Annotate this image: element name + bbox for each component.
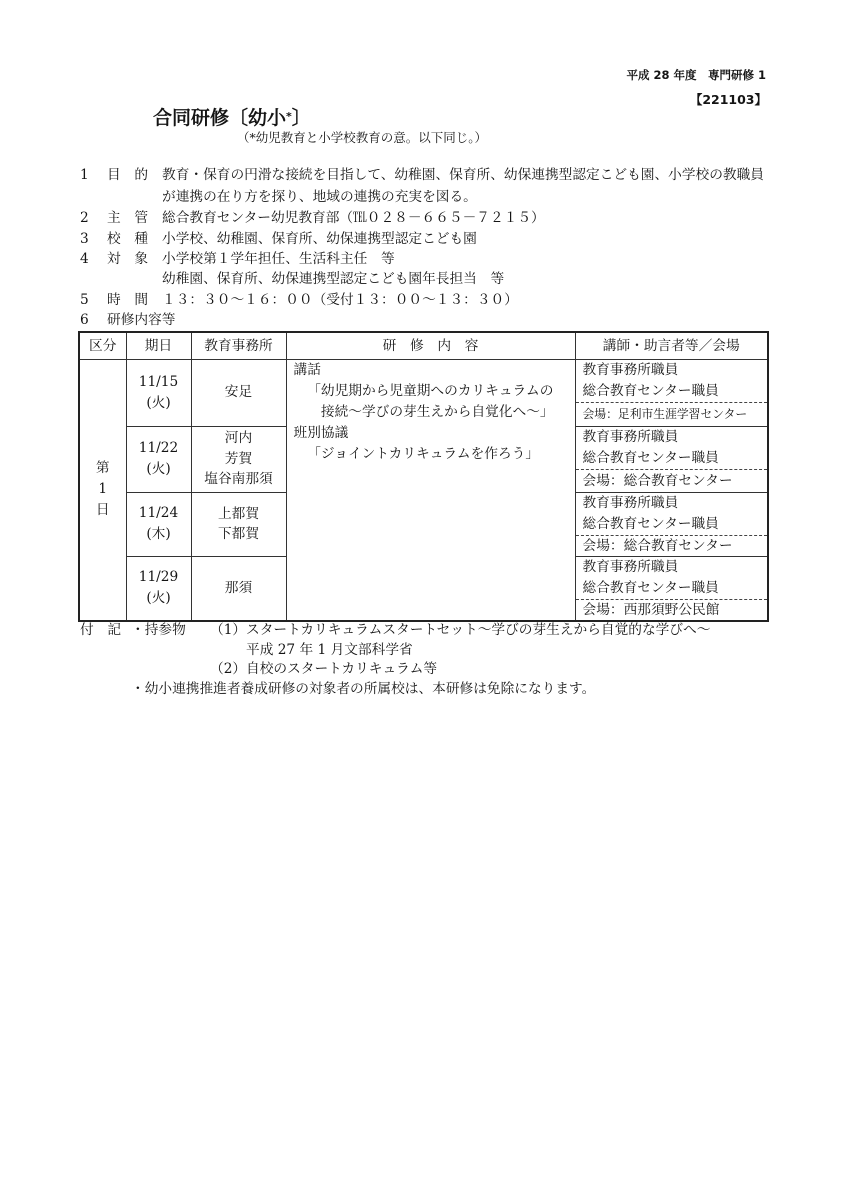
instructor: 総合教育センター職員 [582,579,719,596]
date-cell [126,492,191,556]
content-line: 講話 [293,361,321,378]
instructor: 総合教育センター職員 [582,449,719,466]
instructor-cell [575,556,768,621]
date-cell [126,426,191,492]
item-text-time: １３：３０～１６：００（受付１３：００～１３：３０） [162,292,518,308]
office-name: 河内 [224,430,253,447]
item-text-purpose: 教育・保育の円滑な接続を目指して、幼稚園、保育所、幼保連携型認定こども園、小学校の教職員 [162,167,764,183]
content-line: 班別協議 [293,424,349,441]
item-label-target: 対 象 [107,251,149,267]
page-title [153,107,311,129]
content-line: 接続～学びの芽生えから自覚化へ～」 [320,403,554,420]
weekday: (木) [146,526,171,542]
header-office: 教育事務所 [191,332,286,359]
weekday: (火) [146,461,171,477]
venue-label: 会場：総合教育センター [576,535,768,556]
title-note: （*幼児教育と小学校教育の意。以下同じ。） [237,130,488,145]
item-text-organizer: 総合教育センター幼児教育部（℡０２８－６６５－７２１５） [162,210,545,226]
bring-item-text: 平成 27 年 1 月文部科学省 [246,642,413,658]
header-instructors-venue: 講師・助言者等／会場 [575,332,768,359]
office-cell [191,426,286,492]
instructor-cell [575,492,768,556]
item-label-organizer: 主 管 [107,210,149,226]
item-number: 4 [80,251,89,267]
item-number: 2 [80,210,89,226]
content-cell [286,359,575,621]
item-number: 5 [80,292,89,308]
table-header-row [79,332,768,359]
bring-items-label: ・持参物 [131,622,186,638]
date: 11/15 [138,373,179,390]
bring-item-text: スタートカリキュラムスタートセット～学びの芽生えから自覚的な学びへ～ [246,622,711,638]
division-char: 1 [98,481,108,497]
date-cell [126,359,191,426]
schedule-row [79,359,768,426]
venue-label: 会場：総合教育センター [576,469,768,492]
content-line: 「幼児期から児童期へのカリキュラムの [307,382,554,399]
course-code: 【221103】 [689,92,767,107]
instructor: 総合教育センター職員 [582,515,719,532]
date: 11/22 [138,440,179,456]
instructor: 教育事務所職員 [582,494,679,511]
division-char: 日 [95,502,110,518]
office-cell [191,359,286,426]
office-name: 芳賀 [224,450,253,467]
item-label-contents: 研修内容等 [107,312,176,328]
item-number: 3 [80,231,89,247]
title-asterisk: * [286,110,292,123]
office-name: 上都賀 [217,505,260,522]
instructor: 教育事務所職員 [582,558,679,575]
office-cell [191,556,286,621]
instructor: 総合教育センター職員 [582,382,719,399]
title-close-bracket: 〕 [291,107,311,129]
date: 11/24 [138,505,179,521]
exemption-note: ・幼小連携推進者養成研修の対象者の所属校は、本研修は免除になります。 [131,681,596,697]
content-line: 「ジョイントカリキュラムを作ろう」 [307,445,540,462]
instructor-cell [575,426,768,492]
item-label-school-type: 校 種 [107,231,149,247]
division-cell [79,359,126,621]
division-char: 第 [95,460,110,476]
office-name: 那須 [224,579,253,596]
item-text-target: 小学校第１学年担任、生活科主任 等 [162,251,395,267]
office-cell [191,492,286,556]
bring-item-number: （2） [210,661,247,677]
item-number: 6 [80,312,89,328]
weekday: (火) [146,394,171,411]
office-name: 下都賀 [217,526,260,542]
office-name: 塩谷南那須 [204,471,273,488]
notes-label: 付 記 [80,622,122,638]
instructor-cell [575,359,768,426]
instructor: 教育事務所職員 [582,428,679,445]
header-date: 期日 [126,332,191,359]
header-content: 研 修 内 容 [286,332,575,359]
bring-item-number: （1） [210,622,247,638]
item-text-school-type: 小学校、幼稚園、保育所、幼保連携型認定こども園 [162,231,477,247]
schedule-table [78,331,769,622]
venue-label: 会場：足利市生涯学習センター [576,402,768,426]
header-division: 区分 [79,332,126,359]
item-number: 1 [80,167,89,183]
item-label-purpose: 目 的 [107,167,149,183]
office-name: 安足 [224,384,253,401]
item-text-purpose: が連携の在り方を探り、地域の連携の充実を図る。 [162,189,477,205]
date: 11/29 [138,569,179,585]
item-text-target: 幼稚園、保育所、幼保連携型認定こども園年長担当 等 [162,271,505,287]
venue-label: 会場：西那須野公民館 [576,599,768,620]
instructor: 教育事務所職員 [582,361,679,378]
bring-item-text: 自校のスタートカリキュラム等 [246,661,438,677]
item-label-time: 時 間 [107,292,149,308]
weekday: (火) [146,590,171,606]
title-text: 合同研修〔幼小 [153,107,287,129]
date-cell [126,556,191,621]
fiscal-year-course-label: 平成 28 年度 専門研修 1 [626,68,766,82]
